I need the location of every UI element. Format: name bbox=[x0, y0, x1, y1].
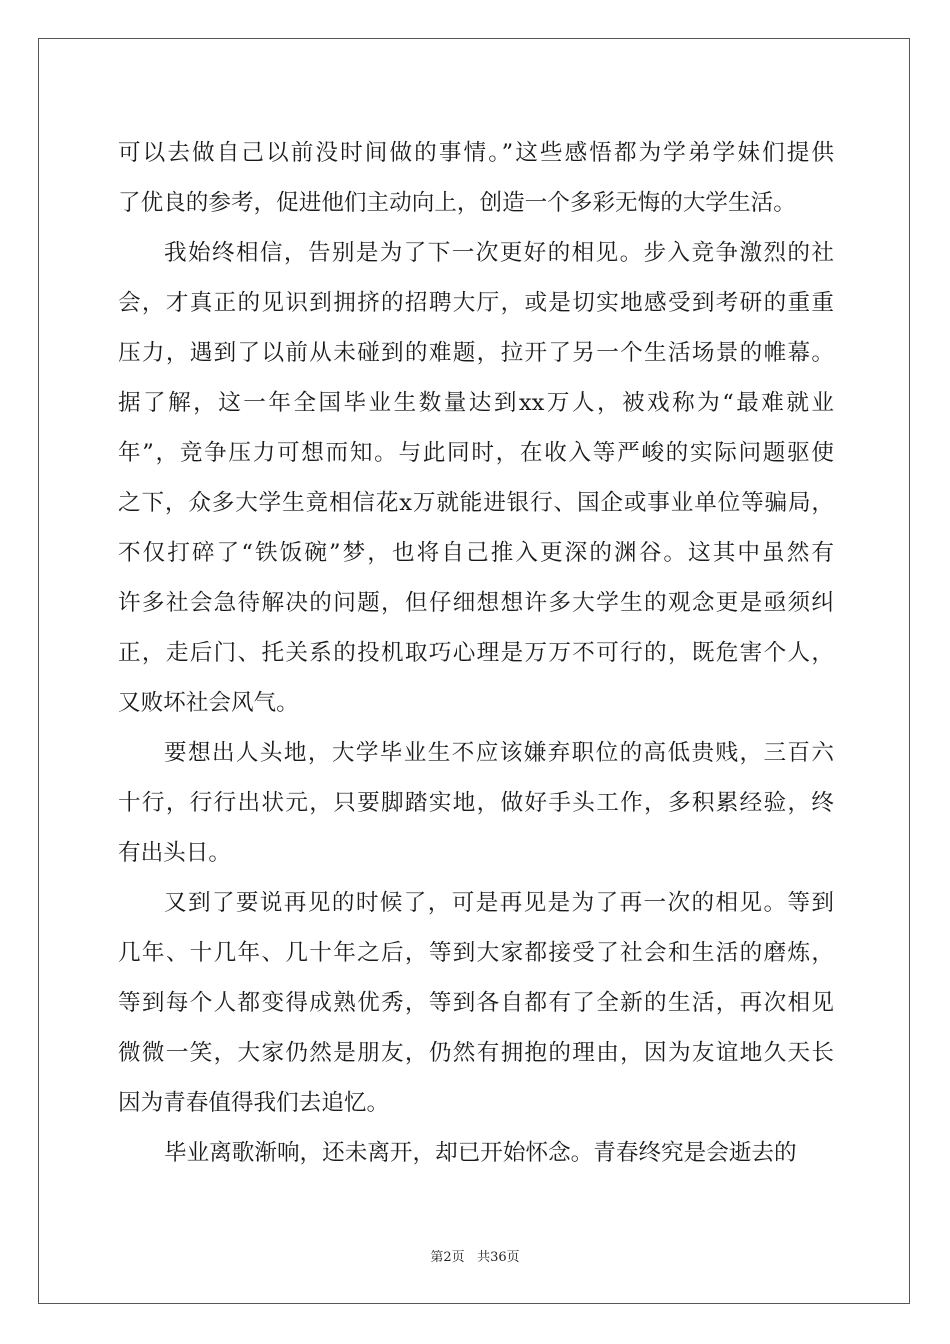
text-line: 年”，竞争压力可想而知。与此同时，在收入等严峻的实际问题驱使 bbox=[118, 440, 834, 466]
text-line: 会，才真正的见识到拥挤的招聘大厅，或是切实地感受到考研的重重 bbox=[118, 290, 834, 316]
page-number: 第2页 bbox=[430, 1250, 465, 1265]
text-line: 正，走后门、托关系的投机取巧心理是万万不可行的，既危害个人， bbox=[118, 640, 834, 666]
document-body bbox=[118, 128, 834, 1178]
text-line: 压力，遇到了以前从未碰到的难题，拉开了另一个生活场景的帷幕。 bbox=[118, 340, 834, 366]
text-line: 不仅打碎了“铁饭碗”梦，也将自己推入更深的渊谷。这其中虽然有 bbox=[118, 540, 834, 566]
text-line: 毕业离歌渐响，还未离开，却已开始怀念。青春终究是会逝去的 bbox=[164, 1140, 797, 1166]
text-line: 又败坏社会风气。 bbox=[118, 690, 299, 716]
text-line: 许多社会急待解决的问题，但仔细想想许多大学生的观念更是亟须纠 bbox=[118, 590, 834, 616]
text-line: 又到了要说再见的时候了，可是再见是为了再一次的相见。等到 bbox=[164, 890, 834, 916]
text-line: 十行，行行出状元，只要脚踏实地，做好手头工作，多积累经验，终 bbox=[118, 790, 834, 816]
text-line: 等到每个人都变得成熟优秀，等到各自都有了全新的生活，再次相见 bbox=[118, 990, 834, 1016]
page-footer bbox=[0, 1246, 950, 1265]
text-line: 因为青春值得我们去追忆。 bbox=[118, 1090, 390, 1116]
footer-spacer bbox=[465, 1250, 477, 1265]
text-line: 了优良的参考，促进他们主动向上，创造一个多彩无悔的大学生活。 bbox=[118, 190, 796, 216]
text-line: 几年、十几年、几十年之后，等到大家都接受了社会和生活的磨炼， bbox=[118, 940, 834, 966]
text-line: 微微一笑，大家仍然是朋友，仍然有拥抱的理由，因为友谊地久天长 bbox=[118, 1040, 834, 1066]
text-line: 要想出人头地，大学毕业生不应该嫌弃职位的高低贵贱，三百六 bbox=[164, 740, 834, 766]
text-line: 我始终相信，告别是为了下一次更好的相见。步入竞争激烈的社 bbox=[164, 240, 834, 266]
text-line: 可以去做自己以前没时间做的事情。”这些感悟都为学弟学妹们提供 bbox=[118, 140, 834, 166]
text-line: 之下，众多大学生竟相信花x万就能进银行、国企或事业单位等骗局， bbox=[118, 490, 834, 516]
text-line: 据了解，这一年全国毕业生数量达到xx万人，被戏称为“最难就业 bbox=[118, 390, 834, 416]
text-line: 有出头日。 bbox=[118, 840, 231, 866]
total-pages: 共36页 bbox=[477, 1250, 520, 1265]
